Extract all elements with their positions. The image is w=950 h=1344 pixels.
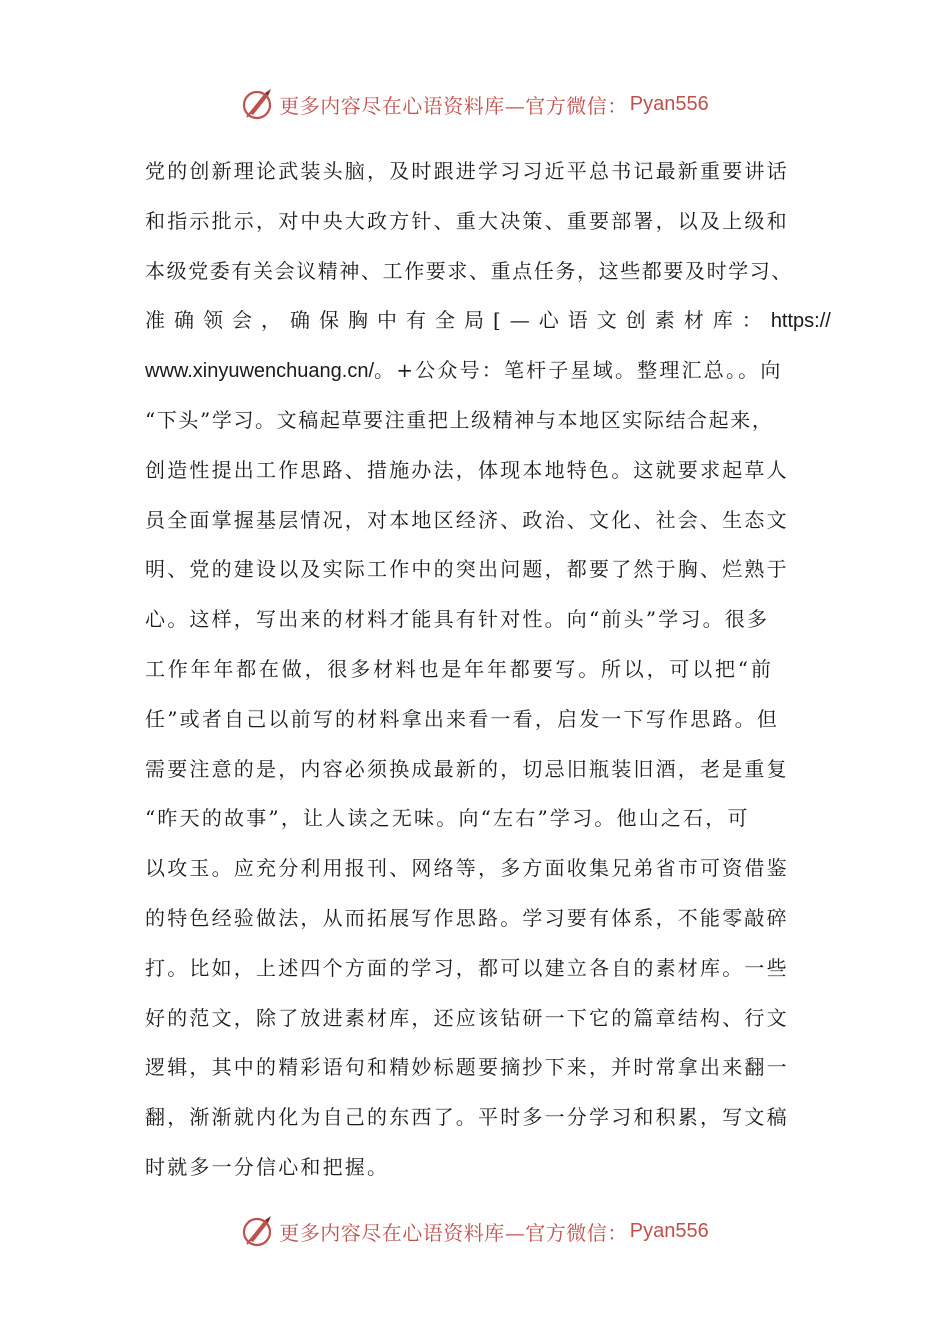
text-line-11: 工作年年都在做，很多材料也是年年都要写。所以，可以把“前 bbox=[145, 656, 774, 681]
footer-wechat-id: Pyan556 bbox=[629, 1219, 709, 1242]
text-line-18: 好的范文，除了放进素材库，还应该钻研一下它的篇章结构、行文 bbox=[145, 1005, 789, 1030]
text-line-1: 党的创新理论武装头脑，及时跟进学习习近平总书记最新重要讲话 bbox=[145, 159, 789, 183]
text-line-7: 创造性提出工作思路、措施办法，体现本地特色。这就要求起草人 bbox=[145, 457, 789, 482]
quill-logo-icon bbox=[241, 87, 275, 121]
text-line-12: 任”或者自己以前写的材料拿出来看一看，启发一下写作思路。但 bbox=[145, 706, 780, 731]
text-line-5-rest: 。+公众号：笔杆子星域。整理汇总。。向 bbox=[374, 358, 783, 383]
text-line-14: “昨天的故事”，让人读之无味。向“左右”学习。他山之石，可 bbox=[145, 806, 750, 831]
text-line-17: 打。比如，上述四个方面的学习，都可以建立各自的素材库。一些 bbox=[145, 955, 789, 980]
text-line-4-url: https:// bbox=[770, 310, 831, 333]
text-line-9: 明、党的建设以及实际工作中的突出问题，都要了然于胸、烂熟于 bbox=[145, 557, 789, 582]
text-line-16: 的特色经验做法，从而拓展写作思路。学习要有体系，不能零敲碎 bbox=[145, 905, 789, 930]
text-line-3: 本级党委有关会议精神、工作要求、重点任务，这些都要及时学习、 bbox=[145, 258, 793, 283]
text-line-13: 需要注意的是，内容必须换成最新的，切忌旧瓶装旧酒，老是重复 bbox=[145, 756, 789, 781]
text-line-2: 和指示批示，对中央大政方针、重大决策、重要部署，以及上级和 bbox=[145, 208, 789, 233]
footer-banner-text: 更多内容尽在心语资料库—官方微信： bbox=[279, 1220, 628, 1245]
header-banner bbox=[0, 84, 950, 124]
text-line-10: 心。这样，写出来的材料才能具有针对性。向“前头”学习。很多 bbox=[145, 607, 770, 632]
text-line-4-main: 准确领会，确保胸中有全局[—心语文创素材库： bbox=[145, 308, 771, 333]
text-line-15: 以攻玉。应充分利用报刊、网络等，多方面收集兄弟省市可资借鉴 bbox=[145, 856, 789, 881]
text-line-6: “下头”学习。文稿起草要注重把上级精神与本地区实际结合起来， bbox=[145, 407, 774, 432]
text-line-8: 员全面掌握基层情况，对本地区经济、政治、文化、社会、生态文 bbox=[145, 507, 789, 532]
footer-banner bbox=[0, 1211, 950, 1251]
header-banner-text: 更多内容尽在心语资料库—官方微信： bbox=[279, 93, 628, 118]
website-url: www.xinyuwenchuang.cn/ bbox=[145, 360, 375, 383]
text-line-20: 翻，渐渐就内化为自己的东西了。平时多一分学习和积累，写文稿 bbox=[145, 1105, 789, 1130]
text-line-4 bbox=[145, 296, 831, 346]
document-body bbox=[145, 147, 831, 1193]
header-wechat-id: Pyan556 bbox=[629, 92, 709, 115]
text-line-21: 时就多一分信心和把握。 bbox=[145, 1154, 390, 1179]
text-line-19: 逻辑，其中的精彩语句和精妙标题要摘抄下来，并时常拿出来翻一 bbox=[145, 1055, 789, 1080]
text-line-5 bbox=[145, 346, 810, 396]
quill-logo-icon bbox=[241, 1214, 275, 1248]
